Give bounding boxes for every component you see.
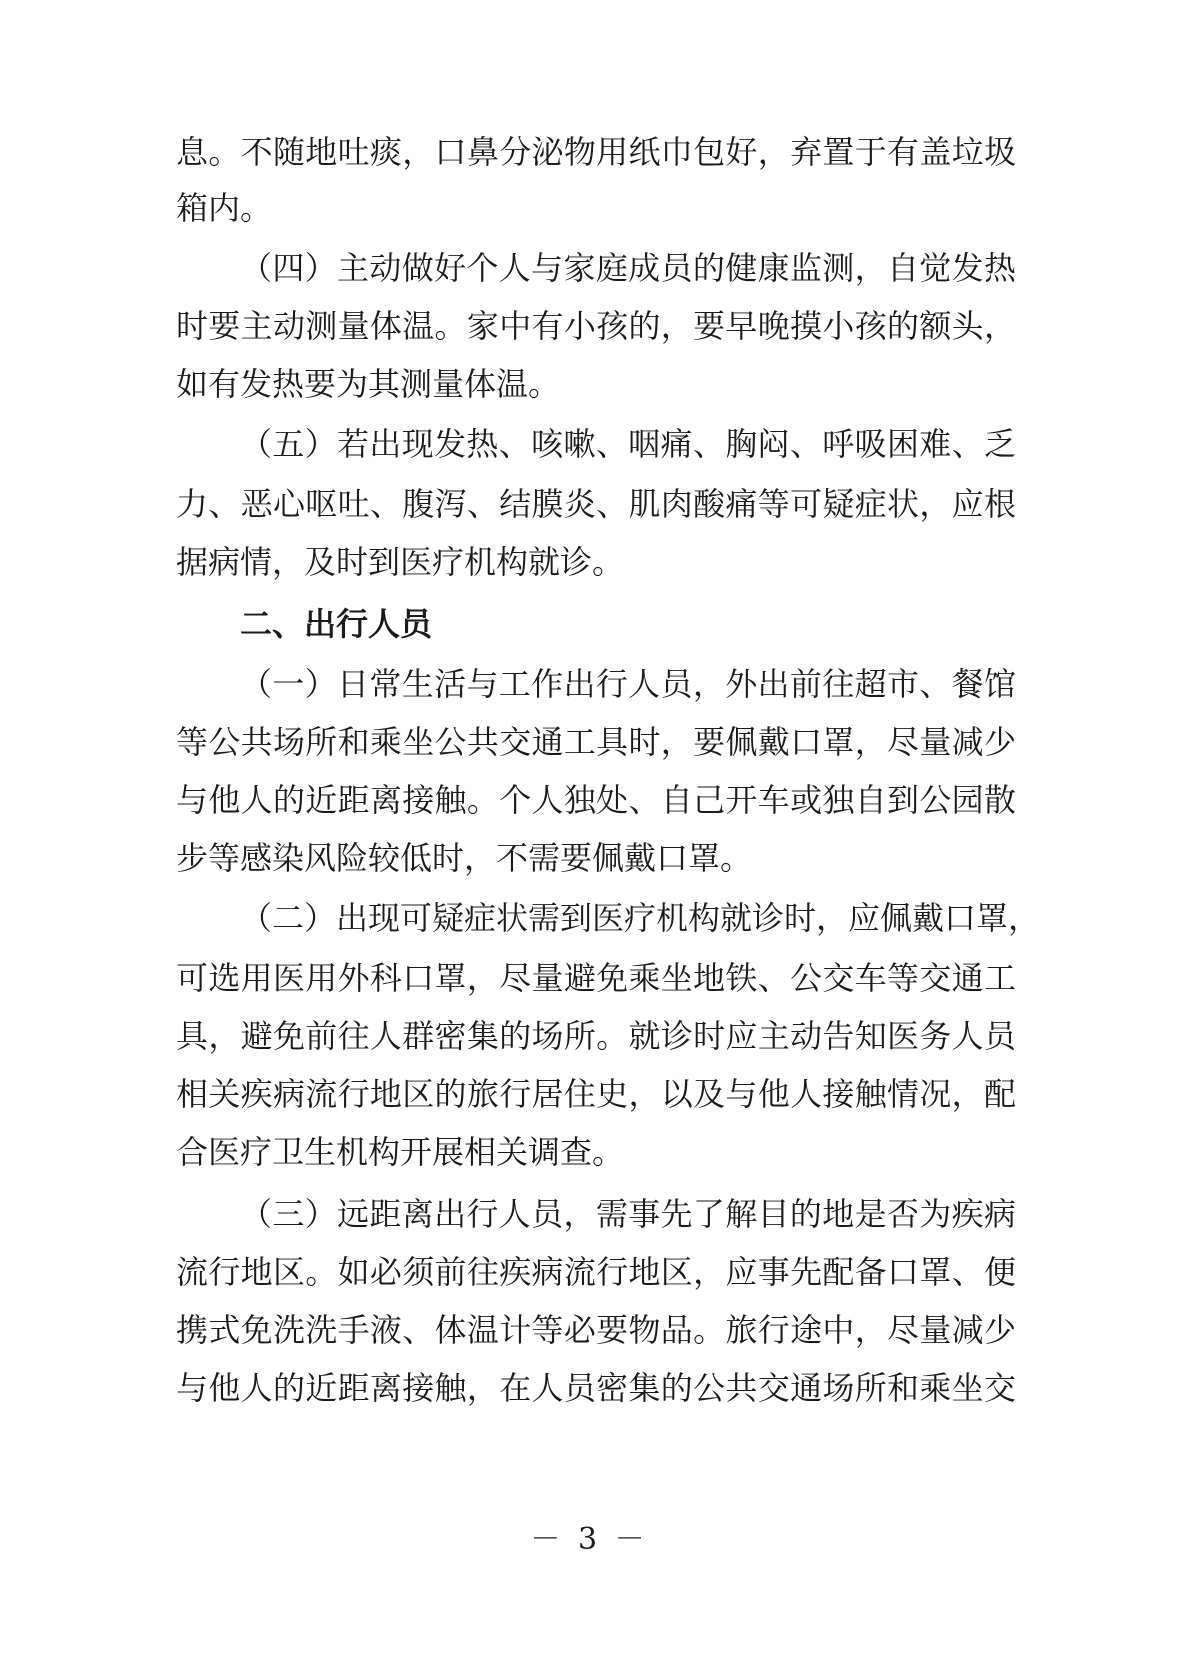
text-line-17: 相关疾病流行地区的旅行居住史，以及与他人接触情况，配 (176, 1075, 1016, 1113)
text-line-22: 与他人的近距离接触，在人员密集的公共交通场所和乘坐交 (176, 1369, 1016, 1407)
text-line-19: （三）远距离出行人员，需事先了解目的地是否为疾病 (240, 1195, 1016, 1233)
page-number: － 3 － (530, 1522, 649, 1557)
text-line-1: 息。不随地吐痰，口鼻分泌物用纸巾包好，弃置于有盖垃圾 (176, 133, 1016, 171)
text-line-5: 如有发热要为其测量体温。 (176, 365, 561, 403)
text-line-11: 等公共场所和乘坐公共交通工具时，要佩戴口罩，尽量减少 (176, 723, 1016, 761)
text-line-15: 可选用医用外科口罩，尽量避免乘坐地铁、公交车等交通工 (176, 959, 1016, 997)
text-line-18: 合医疗卫生机构开展相关调查。 (176, 1133, 625, 1171)
text-line-3: （四）主动做好个人与家庭成员的健康监测，自觉发热 (240, 249, 1016, 287)
text-line-4: 时要主动测量体温。家中有小孩的，要早晚摸小孩的额头， (176, 307, 1016, 345)
text-line-13: 步等感染风险较低时，不需要佩戴口罩。 (176, 839, 753, 877)
text-line-21: 携式免洗洗手液、体温计等必要物品。旅行途中，尽量减少 (176, 1311, 1016, 1349)
section-heading: 二、出行人员 (240, 605, 433, 643)
text-line-16: 具，避免前往人群密集的场所。就诊时应主动告知医务人员 (176, 1017, 1016, 1055)
text-line-14: （二）出现可疑症状需到医疗机构就诊时，应佩戴口罩， (240, 899, 1041, 937)
text-line-20: 流行地区。如必须前往疾病流行地区，应事先配备口罩、便 (176, 1253, 1016, 1291)
text-line-6: （五）若出现发热、咳嗽、咽痛、胸闷、呼吸困难、乏 (240, 425, 1016, 463)
text-line-8: 据病情，及时到医疗机构就诊。 (176, 543, 625, 581)
text-line-7: 力、恶心呕吐、腹泻、结膜炎、肌肉酸痛等可疑症状，应根 (176, 485, 1016, 523)
text-line-10: （一）日常生活与工作出行人员，外出前往超市、餐馆 (240, 665, 1016, 703)
text-line-2: 箱内。 (176, 189, 273, 227)
text-line-12: 与他人的近距离接触。个人独处、自己开车或独自到公园散 (176, 781, 1016, 819)
